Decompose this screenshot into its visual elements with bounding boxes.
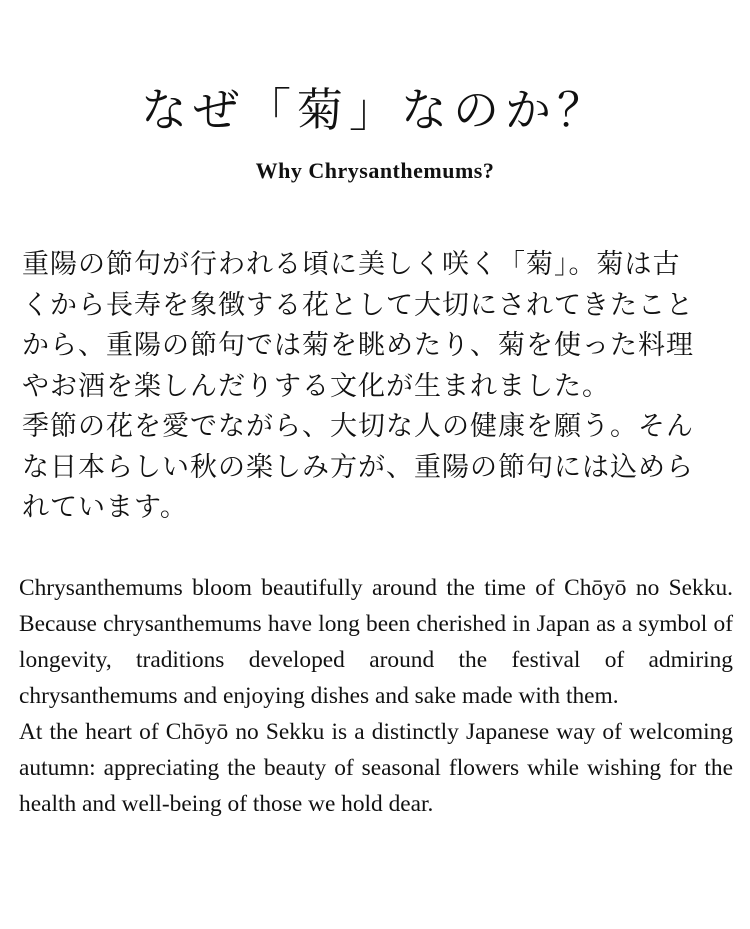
- page-title-english: Why Chrysanthemums?: [255, 158, 495, 183]
- japanese-body-text: [22, 245, 732, 529]
- english-paragraph: At the heart of Chōyō no Sekku is a distinctly Japanese way of welcoming autumn: appreciating the beauty of seasonal flowers while wishing for the health and well-being of those we hold dear.: [19, 719, 733, 817]
- japanese-paragraph: 重陽の節句が行われる頃に美しく咲く「菊」。菊は古 くから長寿を象徴する花として大切にされてきたこと から、重陽の節句では菊を眺めたり、菊を使った料理 やお酒を楽しんだりする文化が生まれました。: [22, 249, 694, 402]
- japanese-paragraph: 季節の花を愛でながら、大切な人の健康を願う。そん な日本らしい秋の楽しみ方が、重陽の節句には込めら れています。: [22, 411, 694, 523]
- english-paragraph: Chrysanthemums bloom beautifully around the time of Chōyō no Sekku. Because chrysanthemums have long been cherished in Japan as a symbol of longevity, traditions developed around the festival of admiring chrysanthemums and enjoying dishes and sake made with them.: [19, 575, 733, 709]
- page-title-japanese: なぜ「菊」なのか？: [141, 83, 609, 137]
- english-body-text: [19, 570, 733, 822]
